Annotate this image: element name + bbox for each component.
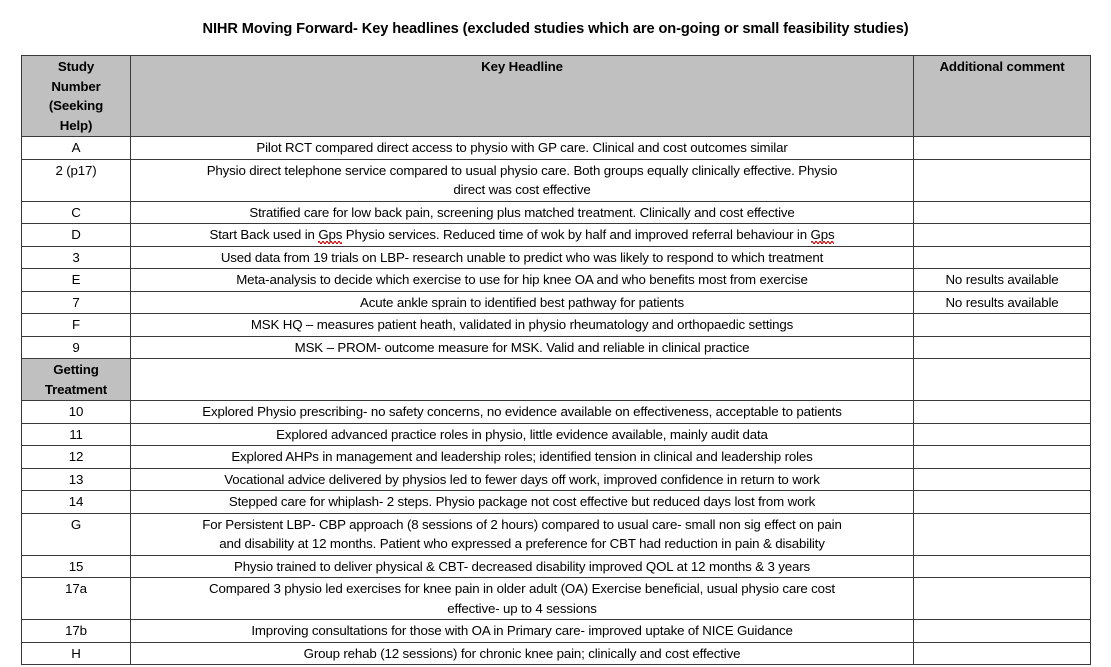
- table-row: [22, 620, 1091, 643]
- headline-line2: and disability at 12 months. Patient who expressed a preference for CBT had reduction in pain & disability: [219, 536, 825, 551]
- cell-additional-comment: [914, 159, 1091, 201]
- header-study-line4: Help): [59, 117, 93, 133]
- cell-key-headline: MSK – PROM- outcome measure for MSK. Valid and reliable in clinical practice: [131, 336, 914, 359]
- headline-line1: For Persistent LBP- CBP approach (8 sessions of 2 hours) compared to usual care- small non sig effect on pain: [202, 516, 842, 532]
- cell-additional-comment: [914, 513, 1091, 555]
- cell-additional-comment: [914, 642, 1091, 665]
- misspelled-word: Gps: [810, 227, 835, 242]
- table-row: [22, 513, 1091, 555]
- table-row: [22, 468, 1091, 491]
- cell-study-number: G: [22, 513, 131, 555]
- cell-additional-comment: [914, 620, 1091, 643]
- cell-study-number: 14: [22, 491, 131, 514]
- cell-study-number: 11: [22, 423, 131, 446]
- table-row: [22, 224, 1091, 247]
- cell-key-headline: MSK HQ – measures patient heath, validated in physio rheumatology and orthopaedic settings: [131, 314, 914, 337]
- headline-line1: Compared 3 physio led exercises for knee pain in older adult (OA) Exercise beneficial, usual physio care cost: [209, 581, 835, 596]
- cell-study-number: 3: [22, 246, 131, 269]
- cell-key-headline: [131, 224, 914, 247]
- cell-study-number: 9: [22, 336, 131, 359]
- table-row: [22, 423, 1091, 446]
- cell-section-heading: [22, 359, 131, 401]
- cell-study-number: H: [22, 642, 131, 665]
- cell-study-number: 17a: [22, 578, 131, 620]
- cell-additional-comment: [914, 359, 1091, 401]
- table-section-row: [22, 359, 1091, 401]
- cell-key-headline: Stratified care for low back pain, screening plus matched treatment. Clinically and cost effective: [131, 201, 914, 224]
- table-row: [22, 137, 1091, 160]
- column-header-study-number: [22, 56, 131, 137]
- cell-additional-comment: [914, 446, 1091, 469]
- misspelled-word: Gps: [318, 227, 343, 242]
- cell-study-number: 7: [22, 291, 131, 314]
- cell-study-number: A: [22, 137, 131, 160]
- cell-study-number: 15: [22, 555, 131, 578]
- cell-study-number: E: [22, 269, 131, 292]
- headline-line1: Physio direct telephone service compared to usual physio care. Both groups equally clinically effective. Physio: [206, 162, 838, 178]
- cell-key-headline: Explored Physio prescribing- no safety concerns, no evidence available on effectiveness, acceptable to patients: [131, 401, 914, 424]
- header-study-line2: Number: [51, 78, 101, 94]
- table-row: [22, 201, 1091, 224]
- cell-key-headline: Acute ankle sprain to identified best pathway for patients: [131, 291, 914, 314]
- page-title: NIHR Moving Forward- Key headlines (excluded studies which are on-going or small feasibility studies): [202, 21, 909, 37]
- table-body: [22, 56, 1091, 665]
- cell-key-headline: Meta-analysis to decide which exercise to use for hip knee OA and who benefits most from exercise: [131, 269, 914, 292]
- cell-key-headline: Group rehab (12 sessions) for chronic knee pain; clinically and cost effective: [131, 642, 914, 665]
- table-row: [22, 269, 1091, 292]
- table-row: [22, 446, 1091, 469]
- cell-study-number: 13: [22, 468, 131, 491]
- cell-additional-comment: [914, 555, 1091, 578]
- cell-additional-comment: [914, 201, 1091, 224]
- cell-key-headline: [131, 578, 914, 620]
- cell-study-number: 17b: [22, 620, 131, 643]
- header-study-line1: Study: [57, 59, 95, 74]
- cell-additional-comment: [914, 423, 1091, 446]
- cell-additional-comment: [914, 578, 1091, 620]
- cell-additional-comment: [914, 137, 1091, 160]
- table-row: [22, 642, 1091, 665]
- cell-study-number: C: [22, 201, 131, 224]
- table-row: [22, 246, 1091, 269]
- cell-additional-comment: No results available: [914, 269, 1091, 292]
- cell-additional-comment: [914, 224, 1091, 247]
- cell-key-headline: Explored advanced practice roles in physio, little evidence available, mainly audit data: [131, 423, 914, 446]
- cell-key-headline: Vocational advice delivered by physios led to fewer days off work, improved confidence in return to work: [131, 468, 914, 491]
- cell-key-headline: [131, 159, 914, 201]
- cell-additional-comment: No results available: [914, 291, 1091, 314]
- table-row: [22, 159, 1091, 201]
- cell-key-headline: Stepped care for whiplash- 2 steps. Physio package not cost effective but reduced days lost from work: [131, 491, 914, 514]
- cell-key-headline: [131, 513, 914, 555]
- table-row: [22, 578, 1091, 620]
- table-header-row: [22, 56, 1091, 137]
- cell-key-headline: [131, 359, 914, 401]
- key-headlines-table: [21, 55, 1091, 665]
- cell-key-headline: Physio trained to deliver physical & CBT- decreased disability improved QOL at 12 months & 3 years: [131, 555, 914, 578]
- cell-study-number: D: [22, 224, 131, 247]
- key-headlines-table-wrapper: [21, 55, 1090, 665]
- table-row: [22, 491, 1091, 514]
- headline-line2: direct was cost effective: [453, 182, 591, 197]
- cell-study-number: 10: [22, 401, 131, 424]
- table-row: [22, 314, 1091, 337]
- cell-study-number: 12: [22, 446, 131, 469]
- cell-additional-comment: [914, 246, 1091, 269]
- headline-line2: effective- up to 4 sessions: [447, 600, 597, 616]
- headline-text-part-b: Physio services. Reduced time of wok by half and improved referral behaviour in: [342, 227, 811, 242]
- cell-key-headline: Explored AHPs in management and leadership roles; identified tension in clinical and leadership roles: [131, 446, 914, 469]
- header-study-line3: (Seeking: [48, 98, 104, 113]
- section-heading-line2: Treatment: [44, 381, 108, 397]
- table-row: [22, 401, 1091, 424]
- cell-study-number: F: [22, 314, 131, 337]
- column-header-key-headline: Key Headline: [131, 56, 914, 137]
- cell-additional-comment: [914, 401, 1091, 424]
- cell-additional-comment: [914, 468, 1091, 491]
- table-row: [22, 336, 1091, 359]
- cell-key-headline: Pilot RCT compared direct access to physio with GP care. Clinical and cost outcomes similar: [131, 137, 914, 160]
- section-heading-line1: Getting: [53, 362, 99, 377]
- table-row: [22, 291, 1091, 314]
- cell-key-headline: Improving consultations for those with OA in Primary care- improved uptake of NICE Guidance: [131, 620, 914, 643]
- table-row: [22, 555, 1091, 578]
- column-header-additional-comment: Additional comment: [914, 56, 1091, 137]
- cell-additional-comment: [914, 336, 1091, 359]
- cell-additional-comment: [914, 491, 1091, 514]
- cell-additional-comment: [914, 314, 1091, 337]
- headline-text-part-a: Start Back used in: [209, 227, 319, 242]
- cell-key-headline: Used data from 19 trials on LBP- research unable to predict who was likely to respond to which treatment: [131, 246, 914, 269]
- cell-study-number: 2 (p17): [22, 159, 131, 201]
